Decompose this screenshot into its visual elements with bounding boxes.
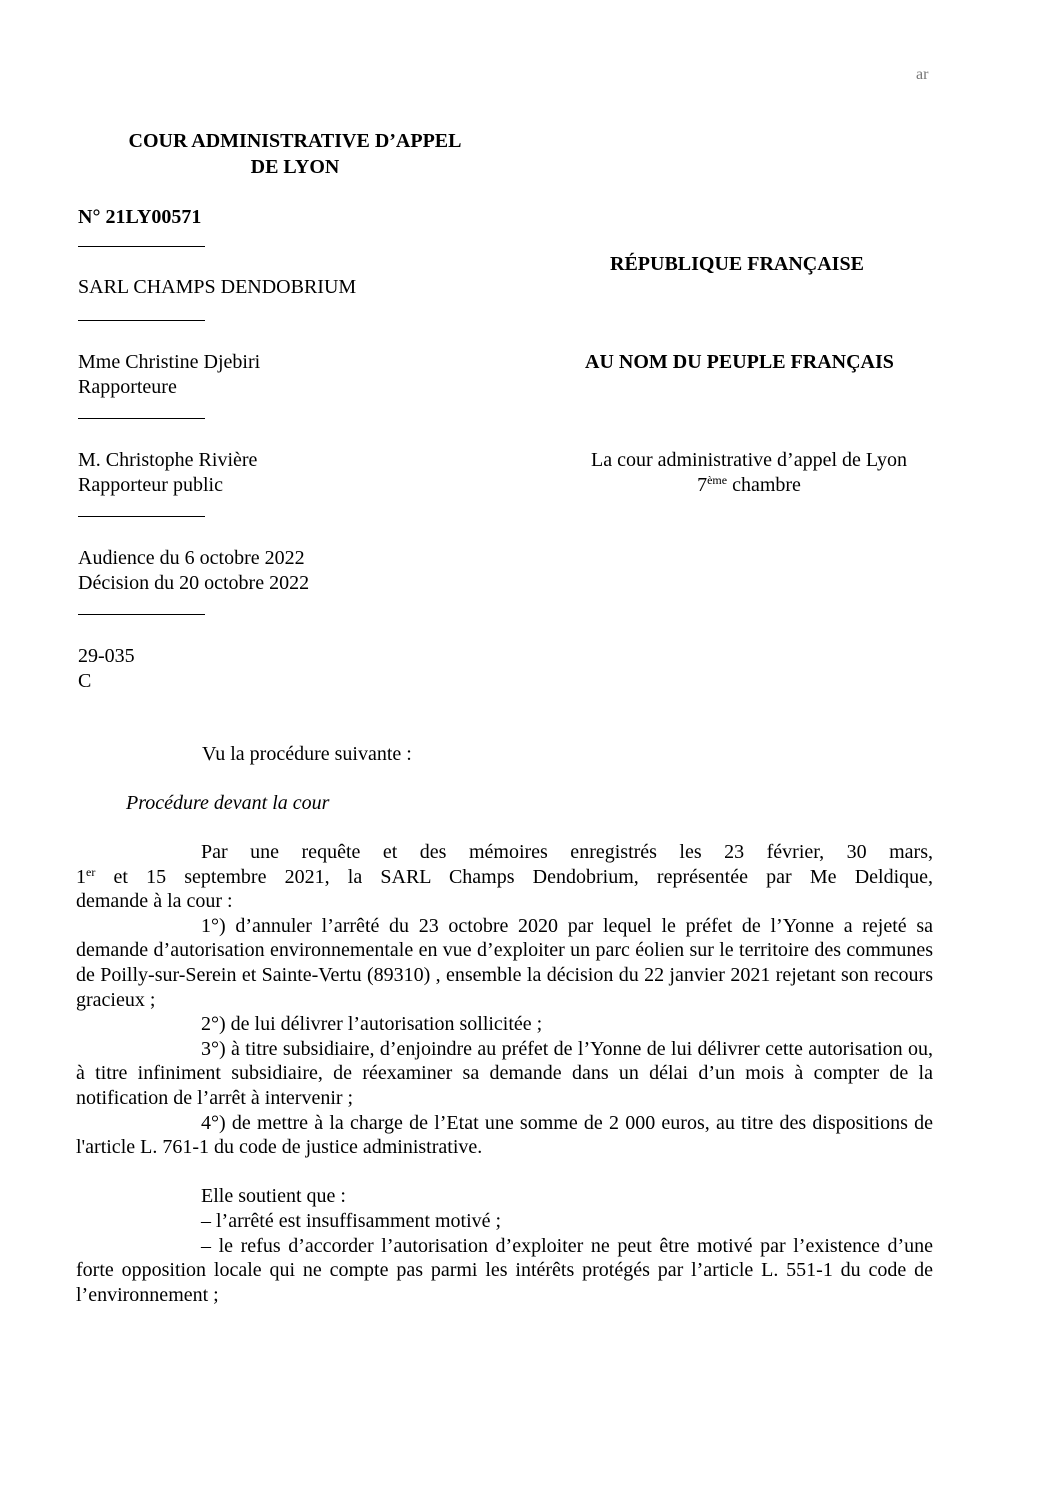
divider — [78, 614, 205, 615]
argument-2: – le refus d’accorder l’autorisation d’exploiter ne peut être motivé par l’existence d’une forte opposition locale qui ne compte pas parmi les intérêts protégés par l’article L. 551-1 du code de l’environnement ; — [76, 1234, 933, 1306]
chamber — [560, 473, 938, 498]
court-title — [90, 128, 500, 180]
conclusion-item-3: 3°) à titre subsidiaire, d’enjoindre au préfet de l’Yonne de lui délivrer cette autorisation ou, à titre infiniment subsidiaire, de réexaminer sa demande dans un délai d’un mois à compter de la notification de l’arrêt à intervenir ; — [76, 1037, 933, 1109]
audience-date: Audience du 6 octobre 2022 — [78, 547, 305, 569]
section-title: Procédure devant la cour — [126, 792, 330, 814]
rapporteur-public-block — [78, 448, 257, 498]
classification-block — [78, 644, 135, 694]
divider — [78, 320, 205, 321]
court-title-line1: COUR ADMINISTRATIVE D’APPEL — [128, 130, 462, 152]
classification-code: 29-035 — [78, 645, 135, 667]
conclusion-item-4: 4°) de mettre à la charge de l’Etat une somme de 2 000 euros, au titre des dispositions de l'article L. 761-1 du code de justice administrative. — [76, 1111, 933, 1159]
republic-heading: RÉPUBLIQUE FRANÇAISE — [610, 253, 864, 275]
court-body-block — [560, 448, 938, 498]
divider — [78, 516, 205, 517]
request-line1: Par une requête et des mémoires enregistrés les 23 février, 30 mars, — [201, 841, 933, 863]
rapporteure-name: Mme Christine Djebiri — [78, 351, 261, 373]
party-name: SARL CHAMPS DENDOBRIUM — [78, 276, 357, 298]
request-line2-text: et 15 septembre 2021, la SARL Champs Dendobrium, représentée par Me Deldique, — [95, 865, 933, 888]
conclusion-item-2: 2°) de lui délivrer l’autorisation sollicitée ; — [201, 1013, 543, 1036]
case-number: N° 21LY00571 — [78, 206, 202, 228]
court-body-name: La cour administrative d’appel de Lyon — [590, 449, 907, 471]
corner-mark: ar — [916, 66, 929, 83]
rapporteure-block — [78, 350, 260, 400]
soutient-line: Elle soutient que : — [201, 1185, 346, 1208]
request-line2 — [76, 865, 933, 890]
procedure-body — [76, 840, 933, 1307]
rapporteur-public-name: M. Christophe Rivière — [78, 449, 258, 471]
chamber-word: chambre — [727, 474, 801, 496]
classification-letter: C — [78, 670, 92, 692]
request-line3: demande à la cour : — [76, 890, 233, 913]
chamber-number: 7 — [697, 474, 708, 496]
request-day: 1 — [76, 865, 86, 888]
divider — [78, 418, 205, 419]
chamber-suffix: ème — [707, 473, 728, 487]
dates-block — [78, 546, 309, 596]
rapporteure-role: Rapporteure — [78, 376, 177, 398]
rapporteur-public-role: Rapporteur public — [78, 474, 223, 496]
divider — [78, 246, 205, 247]
argument-1: – l’arrêté est insuffisamment motivé ; — [201, 1209, 502, 1232]
court-title-line2: DE LYON — [250, 156, 340, 178]
decision-date: Décision du 20 octobre 2022 — [78, 572, 310, 594]
request-day-suffix: er — [86, 864, 96, 879]
au-nom-heading: AU NOM DU PEUPLE FRANÇAIS — [585, 351, 894, 373]
conclusion-item-1: 1°) d’annuler l’arrêté du 23 octobre 2020 par lequel le préfet de l’Yonne a rejeté sa demande d’autorisation environnementale en vue d’exploiter un parc éolien sur le territoire des communes de Poilly-sur-Serein et Sainte-Vertu (89310) , ensemble la décision du 22 janvier 2021 rejetant son recours gracieux ; — [76, 914, 933, 1011]
vu-line: Vu la procédure suivante : — [202, 743, 412, 765]
